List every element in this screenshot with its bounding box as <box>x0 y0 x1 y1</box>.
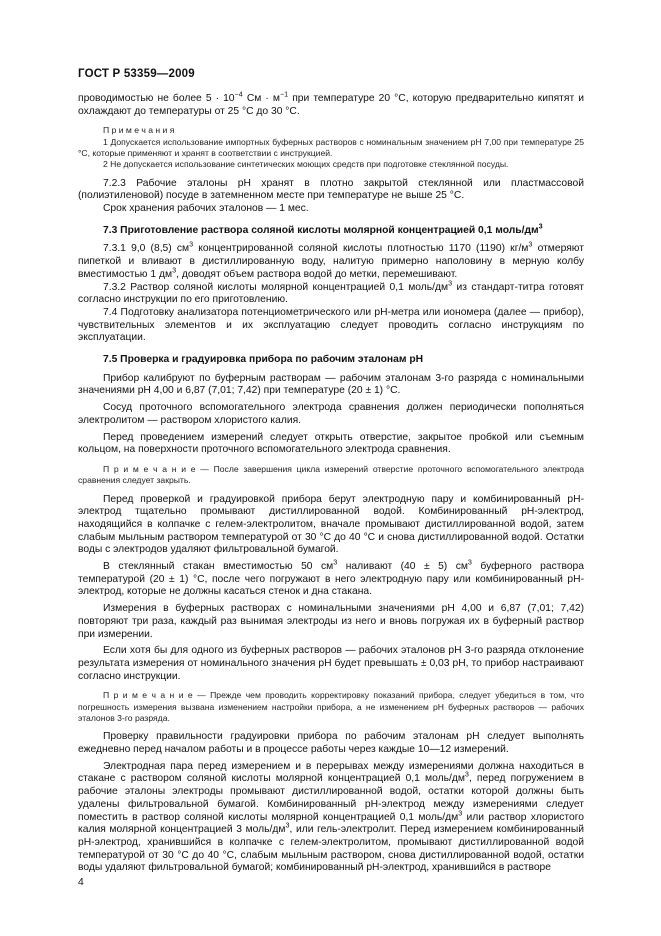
note-1: 1 Допускается использование импортных буферных растворов с номинальным значением рН 7,00 при температуре 25 °С, которые применяют и хранят в соответствии с инструкцией. <box>78 136 584 158</box>
note-2: 2 Не допускается использование синтетических моющих средств при подготовке стеклянной посуды. <box>103 159 509 170</box>
paragraph-7-2-3: 7.2.3 Рабочие эталоны рН хранят в плотно закрытой стеклянной или пластмассовой (полиэтиленовой) посуде в затемненном месте при температуре не выше 25 °С. <box>78 177 584 202</box>
paragraph-calibration: Прибор калибруют по буферным растворам — рабочим эталонам 3-го разряда с номинальными значениями рН 4,00 и 6,87 (7,01; 7,42) при температуре (20 ± 1) °С. <box>78 372 584 397</box>
standard-header: ГОСТ Р 53359—2009 <box>78 68 195 80</box>
paragraph-beaker: В стеклянный стакан вместимостью 50 $см^3$ наливают (40 ± 5) $см^3$ буферного раствора температурой (20 ± 1) °С, после чего погружают в него электродную пару или комбинированный рН-электрод, которые не должны касаться стенок и дна стакана. <box>78 557 585 598</box>
paragraph-daily-check: Проверку правильности градуировки прибора по рабочим эталонам рН следует выполнять ежедневно перед началом работы и в процессе работы через каждые 10—12 измерений. <box>78 731 584 755</box>
document-body <box>78 89 585 875</box>
paragraph-before-measure: Перед проведением измерений следует открыть отверстие, закрытое пробкой или съемным кольцом, на поверхности проточного вспомогательного электрода сравнения. <box>78 431 584 456</box>
paragraph-repeat-measurements: Измерения в буферных растворах с номинальными значениями рН 4,00 и 6,87 (7,01; 7,42) повторяют три раза, каждый раз вынимая электроды из него и вновь погружая их в буферный раствор при измерении. <box>78 603 584 640</box>
heading-7-3: 7.3 Приготовление раствора соляной кислоты молярной концентрацией 0,1 моль/$дм^3$ <box>103 221 543 236</box>
note-block-2 <box>78 690 584 724</box>
intro-paragraph: проводимостью не более $5 \cdot 10^{-4}$ См · $м^{-1}$ при температуре 20 °С, которую предварительно кипятят и охлаждают до температуры от 25 °С до 30 °С. <box>78 89 584 117</box>
note-close-hole: П р и м е ч а н и е — После завершения цикла измерений отверстие проточного вспомогательного электрода сравнения следует закрыть. <box>78 463 584 486</box>
paragraph-7-3-2: 7.3.2 Раствор соляной кислоты молярной концентрацией 0,1 моль/$дм^3$ из стандарт-титра готовят согласно инструкции по его приготовлению. <box>78 278 584 306</box>
paragraph-deviation: Если хотя бы для одного из буферных растворов — рабочих эталонов рН 3-го разряда отклонение результата измерения от номинального значения рН будет превышать ± 0,03 рН, то прибор настраивают согласно инструкции. <box>78 645 584 682</box>
paragraph-7-3-1: 7.3.1 9,0 (8,5) $см^3$ концентрированной соляной кислоты плотностью 1170 (1190) $кг/м^3$ отмеряют пипеткой и вливают в дистиллированную воду, налитую примерно наполовину в мерную колбу вместимостью 1 $дм^3$, доводят объем раствора водой до метки, перемешивают. <box>78 239 584 280</box>
notes-block <box>78 125 584 170</box>
paragraph-7-4: 7.4 Подготовку анализатора потенциометрического или рН-метра или иономера (далее — прибор), чувствительных элементов и их эксплуатацию следует проводить согласно инструкциям по эксплуатации. <box>78 306 584 344</box>
note-block-1 <box>78 464 584 487</box>
heading-7-5: 7.5 Проверка и градуировка прибора по рабочим эталонам рН <box>103 354 424 366</box>
paragraph-electrode-vessel: Сосуд проточного вспомогательного электрода сравнения должен периодически пополняться электролитом — раствором хлористого калия. <box>78 402 584 426</box>
page-number: 4 <box>78 877 84 888</box>
paragraph-rinse-electrodes: Перед проверкой и градуировкой прибора берут электродную пару и комбинированный рН-электрод тщательно промывают дистиллированной водой. Комбинированный рН-электрод, находящийся в колпачке с гелем-электролитом, вначале промывают дистиллированной водой, затем слабым мыльным раствором температурой от 30 °С до 40 °С и снова дистиллированной водой. Остатки воды с электродов удаляют фильтровальной бумагой. <box>78 493 584 556</box>
storage-term: Срок хранения рабочих эталонов — 1 мес. <box>103 203 309 214</box>
notes-label: П р и м е ч а н и я <box>103 125 175 136</box>
paragraph-electrode-storage: Электродная пара перед измерением и в перерывах между измерениями должна находиться в стакане с раствором соляной кислоты молярной концентрацией 0,1 моль/$дм^3$, перед погружением в рабочие эталоны электроды промывают дистиллированной водой, остатки которой должны быть удалены фильтровальной бумагой. Комбинированный рН-электрод между измерениями следует поместить в раствор соляной кислоты молярной концентрацией 0,1 моль/$дм^3$ или раствор хлористого калия молярной концентрацией 3 моль/$дм^3$, или гель-электролит. Перед измерением комбинированный рН-электрод, хранившийся в колпачке с гелем-электролитом, промывают дистиллированной водой температурой от 30 °С до 40 °С, слабым мыльным раствором, снова дистиллированной водой, остатки воды удаляют фильтровальной бумагой; комбинированный рН-электрод, хранившийся в растворе <box>78 760 584 874</box>
note-correction: П р и м е ч а н и е — Прежде чем проводить корректировку показаний прибора, следует убедиться в том, что погрешность измерения вызвана изменением настройки прибора, а не изменением рН буферных растворов — рабочих эталонов 3-го разряда. <box>78 690 585 723</box>
